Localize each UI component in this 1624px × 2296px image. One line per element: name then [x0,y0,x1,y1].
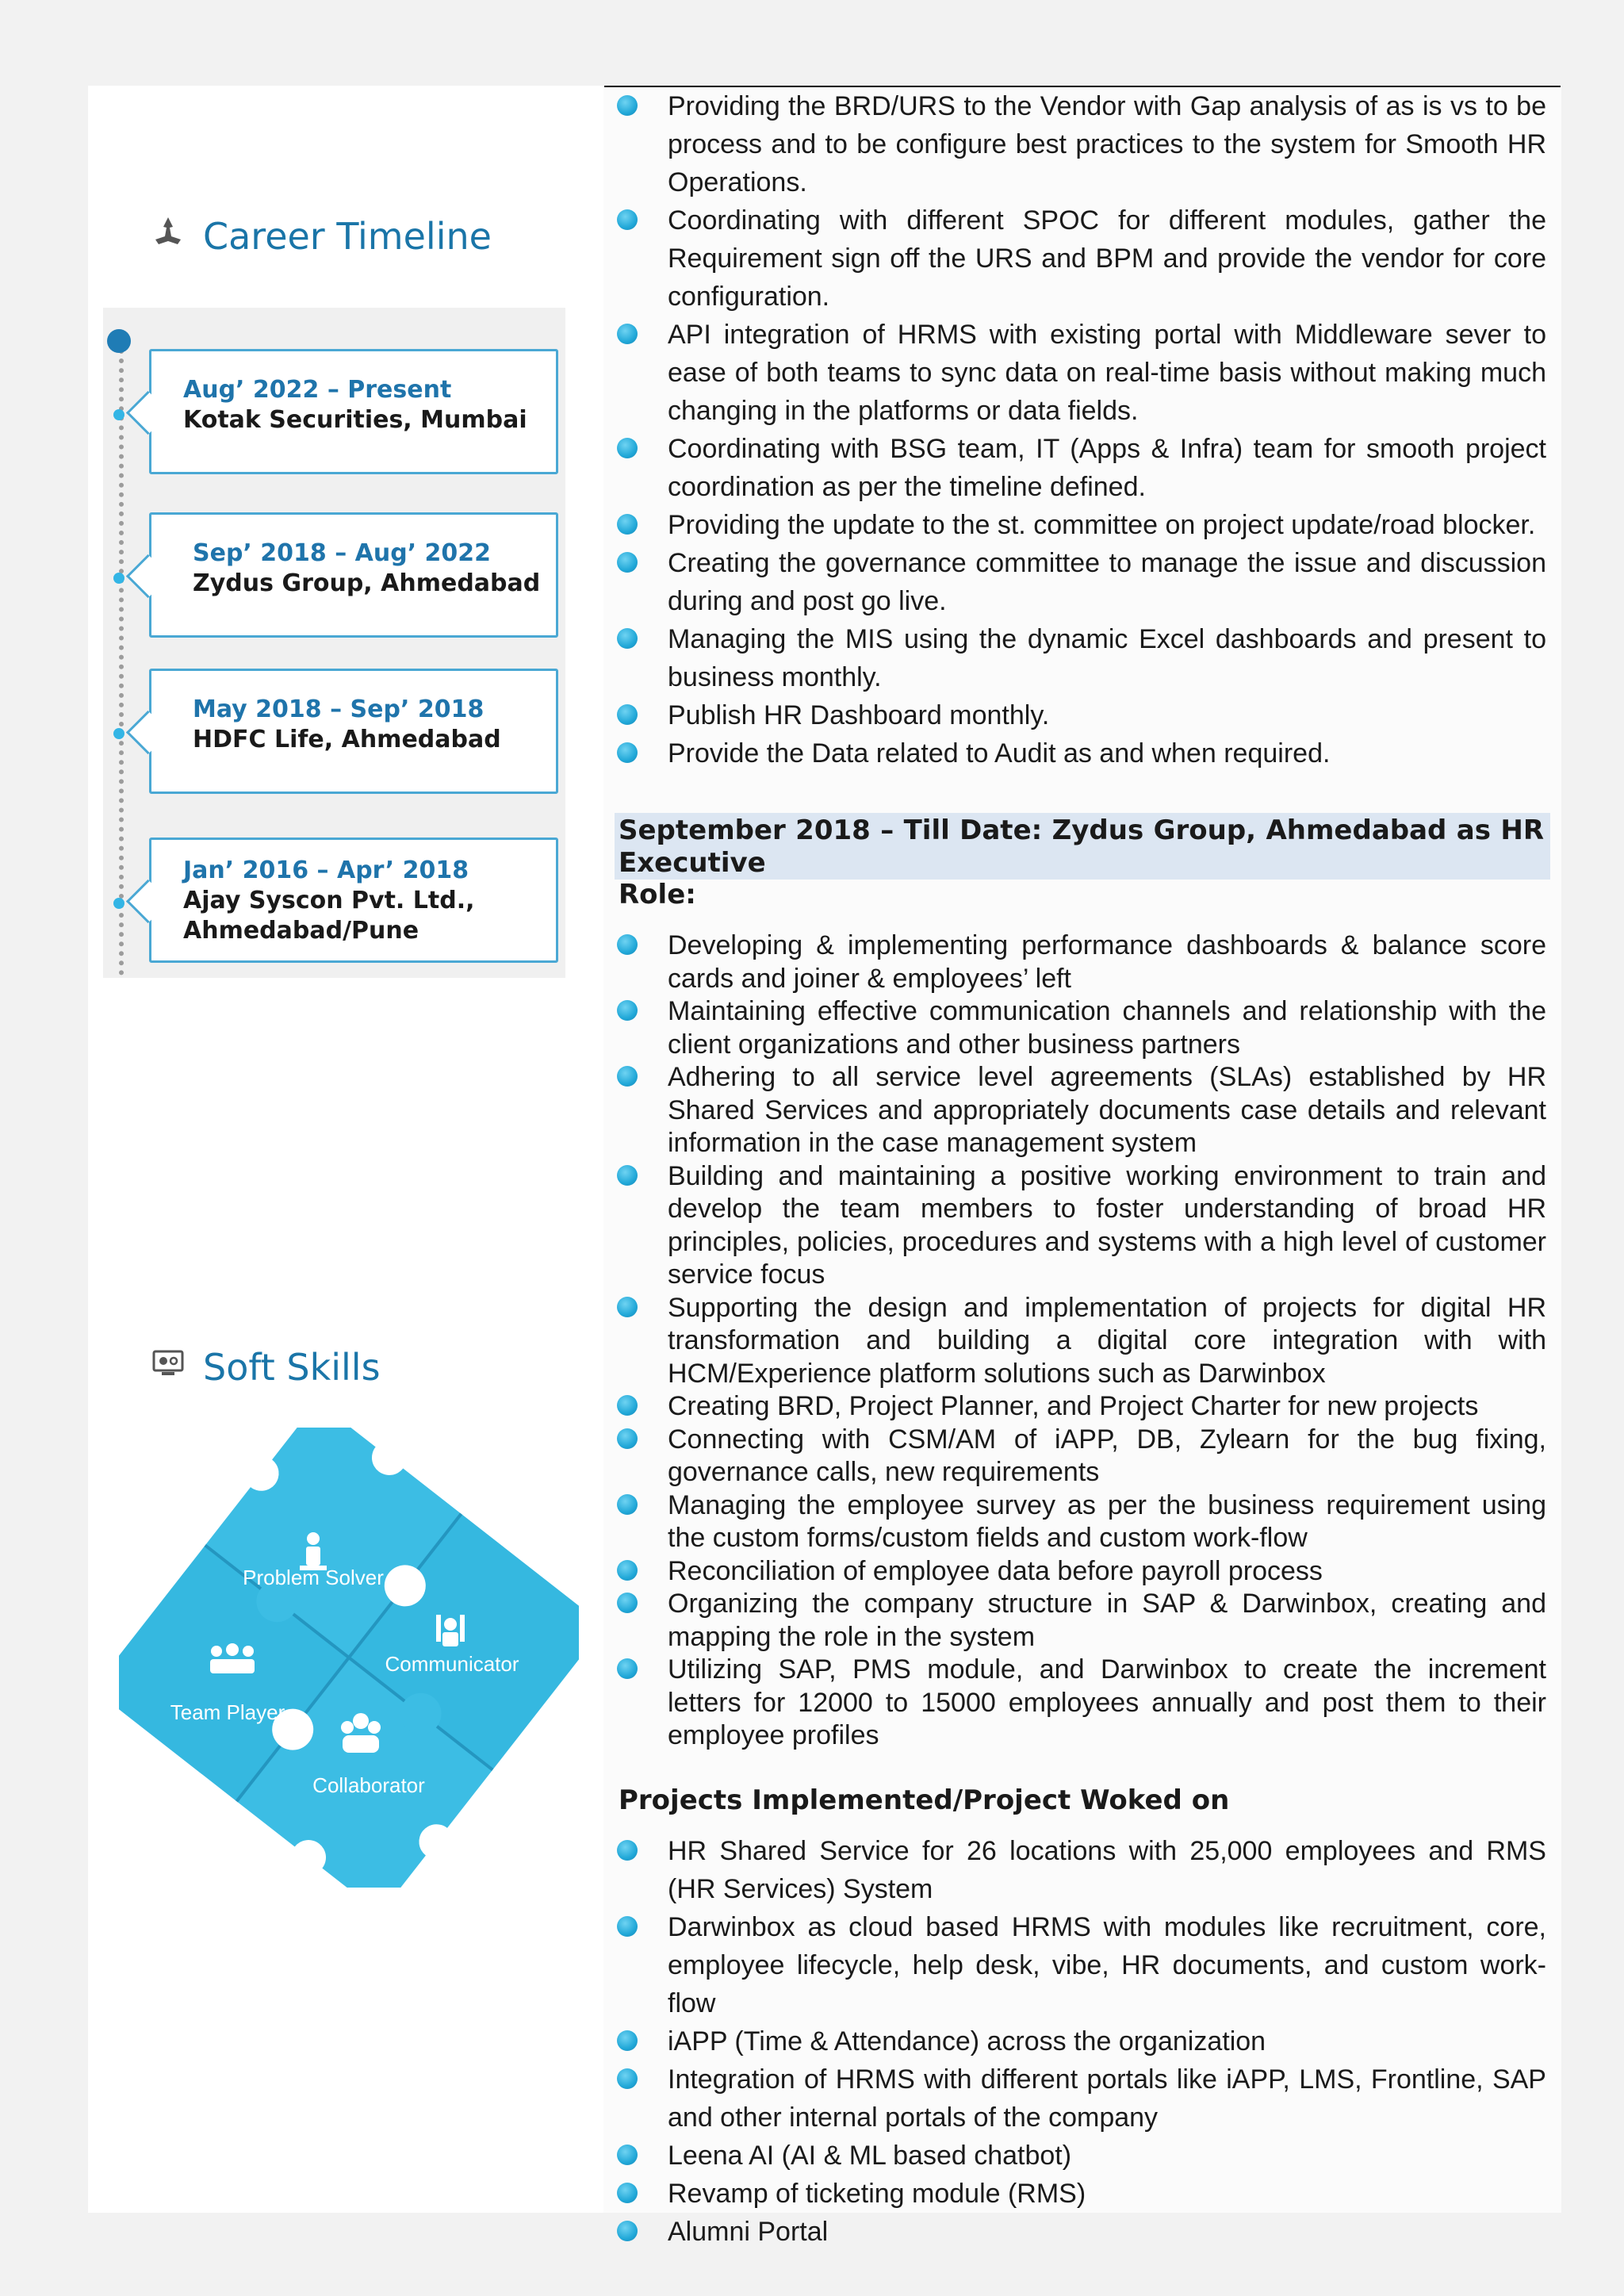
bullet-icon [617,2030,638,2051]
list-item: Building and maintaining a positive working environment to train and develop the team members to foster understanding of broad HR principles, policies, procedures and systems with a high level of customer service focus [615,1160,1546,1292]
bullet-icon [617,2145,638,2165]
career-icon [151,214,186,258]
list-item: Darwinbox as cloud based HRMS with modules like recruitment, core, employee lifecycle, help desk, vibe, HR documents, and custom work-flow [615,1908,1546,2022]
list-item: Coordinating with different SPOC for different modules, gather the Requirement sign off the URS and BPM and provide the vendor for core configuration. [615,201,1546,316]
bullet-icon [617,2221,638,2241]
timeline-node [113,898,124,909]
bullet-icon [617,438,638,458]
list-item: Developing & implementing performance dashboards & balance score cards and joiner & employees’ left [615,930,1546,995]
bullet-icon [617,324,638,344]
soft-skills-title: Soft Skills [203,1345,381,1389]
career-timeline-title: Career Timeline [203,214,492,258]
kotak-responsibilities-list [615,87,1546,772]
timeline-card-kotak [149,349,558,474]
timeline-date: Aug’ 2022 – Present [183,376,452,404]
bullet-icon [617,2068,638,2089]
list-item: Utilizing SAP, PMS module, and Darwinbox to create the increment letters for 12000 to 15000 employees annually and post them to their employee profiles [615,1654,1546,1753]
soft-skills-heading [151,1345,381,1389]
list-item: Reconciliation of employee data before payroll process [615,1555,1546,1589]
bullet-icon [617,1840,638,1861]
bullet-icon [617,742,638,763]
timeline-date: Jan’ 2016 – Apr’ 2018 [183,857,469,884]
list-item: Supporting the design and implementation of projects for digital HR transformation and building a digital core integration with with HCM/Experience platform solutions such as Darwinbox [615,1292,1546,1391]
timeline-node [113,573,124,584]
skill-label-communicator: Communicator [385,1652,519,1676]
list-item: Providing the update to the st. committee on project update/road blocker. [615,506,1546,544]
list-item: Adhering to all service level agreements (SLAs) established by HR Shared Services and appropriately documents case details and relevant information in the case management system [615,1061,1546,1160]
timeline-company: Kotak Securities, Mumbai [183,406,527,434]
skill-label-collaborator: Collaborator [312,1773,425,1797]
soft-skills-puzzle [119,1428,579,1888]
timeline-date: Sep’ 2018 – Aug’ 2022 [193,539,492,567]
zydus-experience-header: September 2018 – Till Date: Zydus Group, Ahmedabad as HR Executive [615,813,1550,880]
projects-list [615,1832,1546,2251]
career-timeline-heading [151,214,492,258]
bullet-icon [617,1560,638,1581]
bullet-icon [617,514,638,535]
timeline-node [113,409,124,420]
bullet-icon [617,1494,638,1515]
bullet-icon [617,1165,638,1186]
list-item: Maintaining effective communication channels and relationship with the client organizations and other business partners [615,995,1546,1061]
bullet-icon [617,1428,638,1449]
bullet-icon [617,628,638,649]
list-item: Provide the Data related to Audit as and when required. [615,734,1546,772]
bullet-icon [617,934,638,955]
list-item: Revamp of ticketing module (RMS) [615,2175,1546,2213]
bullet-icon [617,1593,638,1613]
list-item: Publish HR Dashboard monthly. [615,696,1546,734]
bullet-icon [617,95,638,116]
list-item: Managing the MIS using the dynamic Excel dashboards and present to business monthly. [615,620,1546,696]
list-item: Coordinating with BSG team, IT (Apps & Infra) team for smooth project coordination as per the timeline defined. [615,430,1546,506]
bullet-icon [617,1395,638,1416]
list-item: HR Shared Service for 26 locations with 25,000 employees and RMS (HR Services) System [615,1832,1546,1908]
bullet-icon [617,1916,638,1937]
list-item: Leena AI (AI & ML based chatbot) [615,2137,1546,2175]
timeline-date: May 2018 – Sep’ 2018 [193,696,485,723]
bullet-icon [617,1658,638,1679]
list-item: Creating the governance committee to manage the issue and discussion during and post go live. [615,544,1546,620]
skills-icon [151,1345,186,1389]
timeline-card-hdfc [149,669,558,794]
bullet-icon [617,552,638,573]
list-item: Creating BRD, Project Planner, and Project Charter for new projects [615,1390,1546,1424]
list-item: Organizing the company structure in SAP & Darwinbox, creating and mapping the role in the system [615,1588,1546,1654]
timeline-card-zydus [149,512,558,638]
bullet-icon [617,1297,638,1317]
bullet-icon [617,704,638,725]
bullet-icon [617,1000,638,1021]
timeline-line [119,349,124,976]
projects-label: Projects Implemented/Project Woked on [619,1784,1230,1816]
timeline-company: Zydus Group, Ahmedabad [193,569,541,597]
list-item: Alumni Portal [615,2213,1546,2251]
skill-label-problem-solver: Problem Solver [243,1566,384,1589]
bullet-icon [617,1066,638,1087]
skill-label-team-player: Team Player [170,1700,285,1724]
timeline-start-dot [107,329,131,353]
timeline-company: HDFC Life, Ahmedabad [193,726,501,753]
role-label: Role: [619,879,696,910]
timeline-node [113,728,124,739]
timeline-company: Ajay Syscon Pvt. Ltd., [183,887,475,914]
timeline-card-ajay [149,838,558,963]
list-item: iAPP (Time & Attendance) across the organization [615,2022,1546,2060]
timeline-company: Ahmedabad/Pune [183,917,419,945]
bullet-icon [617,209,638,230]
list-item: API integration of HRMS with existing portal with Middleware sever to ease of both teams to sync data on real-time basis without making much changing in the platforms or data fields. [615,316,1546,430]
list-item: Managing the employee survey as per the business requirement using the custom forms/custom fields and custom work-flow [615,1489,1546,1555]
zydus-role-list [615,930,1546,1753]
list-item: Connecting with CSM/AM of iAPP, DB, Zylearn for the bug fixing, governance calls, new requirements [615,1424,1546,1489]
list-item: Integration of HRMS with different portals like iAPP, LMS, Frontline, SAP and other internal portals of the company [615,2060,1546,2137]
list-item: Providing the BRD/URS to the Vendor with Gap analysis of as is vs to be process and to be configure best practices to the system for Smooth HR Operations. [615,87,1546,201]
communicator-icon [436,1615,465,1646]
bullet-icon [617,2183,638,2203]
